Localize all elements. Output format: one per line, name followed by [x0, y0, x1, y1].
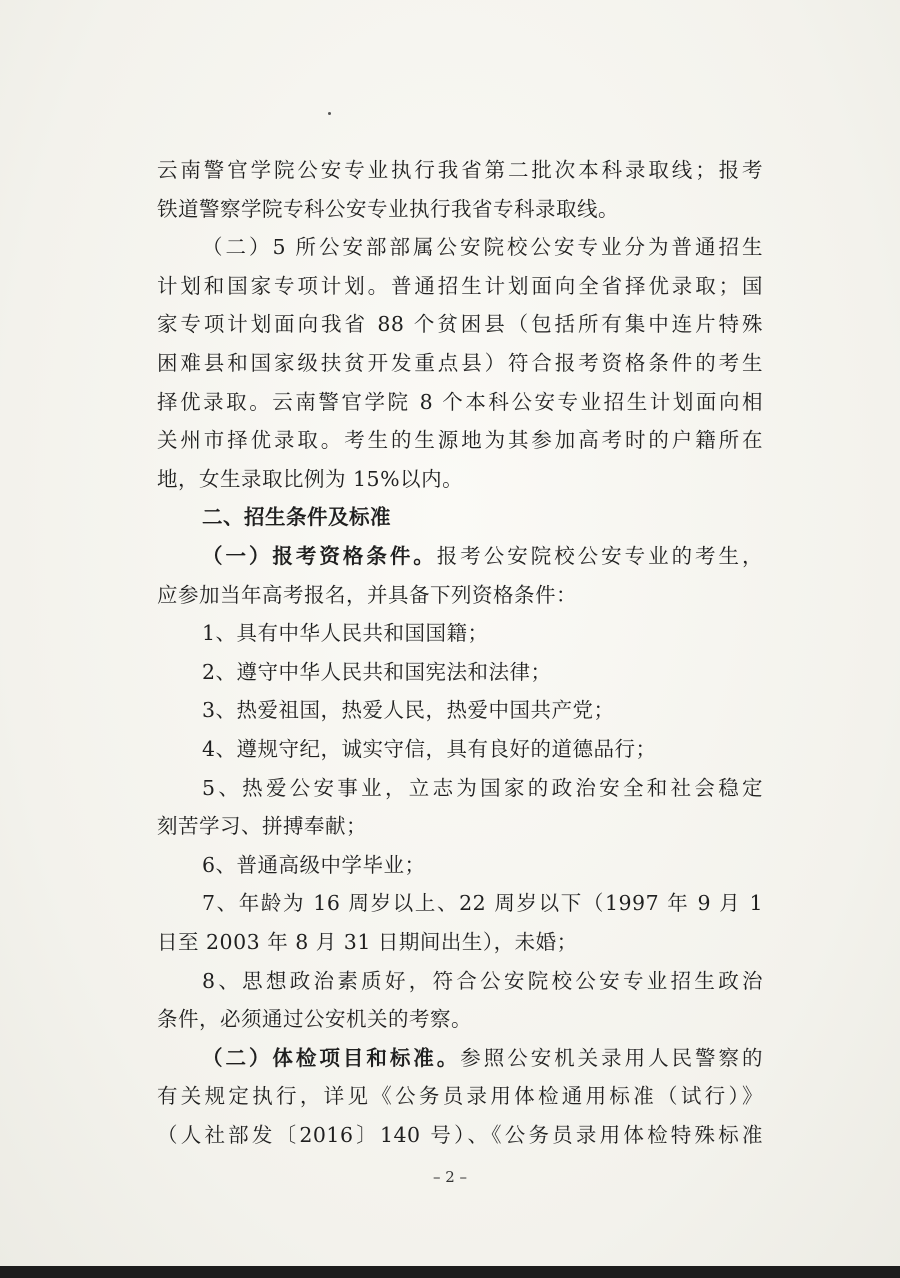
text-line: 有关规定执行，详见《公务员录用体检通用标准（试行）》: [157, 1084, 763, 1109]
text-line: 困难县和国家级扶贫开发重点县）符合报考资格条件的考生: [157, 351, 763, 375]
text-line: 铁道警察学院专科公安专业执行我省专科录取线。: [157, 196, 619, 221]
list-item: 4、遵规守纪，诚实守信，具有良好的道德品行；: [202, 737, 657, 761]
scan-speck: [328, 112, 331, 115]
text-line: [202, 536, 763, 576]
list-item: 6、普通高级中学毕业；: [202, 852, 426, 877]
list-item: 3、热爱祖国，热爱人民，热爱中国共产党；: [202, 698, 615, 723]
text-line: 应参加当年高考报名，并具备下列资格条件：: [157, 582, 577, 607]
text-line: 家专项计划面向我省 88 个贫困县（包括所有集中连片特殊: [157, 312, 763, 337]
page-number: – 2 –: [432, 1168, 468, 1186]
list-item: 8、思想政治素质好，符合公安院校公安专业招生政治: [202, 968, 763, 993]
text-line: 地，女生录取比例为 15%以内。: [157, 466, 464, 491]
text-line: 日至 2003 年 8 月 31 日期间出生），未婚；: [157, 930, 578, 954]
text-line: 条件，必须通过公安机关的考察。: [157, 1007, 472, 1032]
text-line: 云南警官学院公安专业执行我省第二批次本科录取线；报考: [157, 158, 763, 182]
text-line: [202, 1038, 763, 1078]
section-heading: 二、招生条件及标准: [202, 505, 391, 530]
text-line: （二）5 所公安部部属公安院校公安专业分为普通招生: [202, 235, 763, 260]
text-run: 参照公安机关录用人民警察的: [460, 1045, 764, 1070]
list-item: 1、具有中华人民共和国国籍；: [202, 621, 489, 646]
text-run: 报考公安院校公安专业的考生，: [436, 544, 764, 568]
subsection-heading: （二）体检项目和标准。: [202, 1045, 461, 1070]
scan-edge: [0, 1266, 900, 1278]
text-line: （人社部发〔2016〕140 号）、《公务员录用体检特殊标准: [157, 1123, 763, 1147]
text-line: 刻苦学习、拼搏奉献；: [157, 814, 367, 839]
text-line: 关州市择优录取。考生的生源地为其参加高考时的户籍所在: [157, 428, 763, 453]
subsection-heading: （一）报考资格条件。: [202, 544, 437, 568]
text-line: 择优录取。云南警官学院 8 个本科公安专业招生计划面向相: [157, 389, 763, 414]
list-item: 5、热爱公安事业，立志为国家的政治安全和社会稳定: [202, 775, 763, 800]
text-line: 计划和国家专项计划。普通招生计划面向全省择优录取；国: [157, 273, 763, 298]
list-item: 2、遵守中华人民共和国宪法和法律；: [202, 659, 552, 684]
list-item: 7、年龄为 16 周岁以上、22 周岁以下（1997 年 9 月 1: [202, 891, 763, 916]
